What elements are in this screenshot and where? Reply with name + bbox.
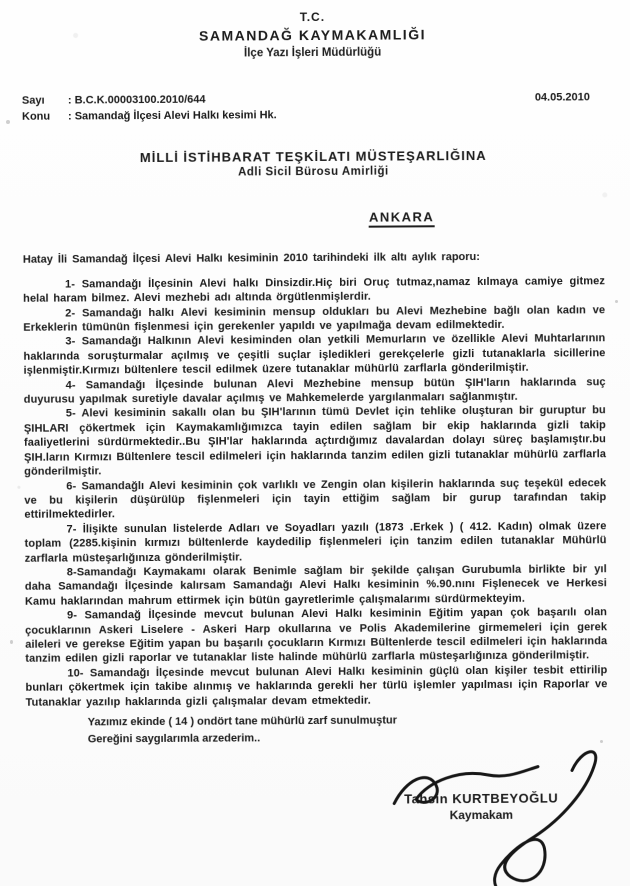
paragraph-3: 3- Samandağı Halkının Alevi kesiminden olan yetkili Memurların ve özellikle Alevi Muhtarlarının haklarında soruşturmalar açılmış ve çeşitli suçlar işledikleri gerekçelerle gizli tutanaklarla sicillerine işlenmiştir.Kırmızı bültenlere tescil edilmek üzere tutanaklar mühürlü zarflarla gönderilmiştir.	[23, 332, 606, 378]
reference-block	[22, 90, 604, 125]
paragraph-9: 9- Samandağ İlçesinde mevcut bulunan Alevi Halkı kesiminin Eğitim yapan çok başarılı olan çocuklarının Askeri Liselere - Askeri Harp okullarına ve Polis Akademilerine girmemeleri için gerek aileleri ve gerekse Eğitim yapan bu başarılı çocukların Kırmızı Bültenlerde tescil edilmeleri için haklarında tanzim edilen gizli raporlar ve tutanaklar liste halinde mühürlü zarflarla müsteşarlığınıza gönderilmiştir.	[25, 606, 608, 666]
document-date: 04.05.2010	[534, 91, 590, 104]
subject-row	[22, 106, 604, 125]
issuing-office: SAMANDAĞ KAYMAKAMLIĞI	[198, 26, 427, 44]
paragraph-7: 7- İlişikte sunulan listelerde Adları ve Soyadları yazılı (1873 .Erkek ) ( 412. Kadın) olmak üzere toplam (2285.kişinin kırmızı bültenlerde kaydedilip fişlenmeleri için tanzim edilen tutanaklar Mühürlü zarflarla müsteşarlığınıza gönderilmiştir.	[24, 519, 607, 565]
paragraph-10: 10- Samandağı İlçesinde mevcut bulunan Alevi Halkı kesiminin güçlü olan kişiler tesbit ettirilip bunları çökertmek için takibe alınmış ve haklarında gerekli her türlü işlemler yapılması için Raporlar ve Tutanaklar yazılıp haklarında gizli çalışmalar devam etmektedir.	[25, 663, 608, 709]
letterhead	[21, 8, 603, 61]
paragraph-5: 5- Alevi kesiminin sakallı olan bu ŞIH'larının tümü Devlet için tehlike oluşturan bir guruptur bu ŞIHLARI çökertmek için Kaymakamlığımızca tayin edilen sağlam bir ekip haklarında gizli takip faaliyetlerini sürdürmektedir..Bu ŞIH'lar haklarında açtırdığımız davalardan dolayı süreç başlamıştır.bu ŞIH.ların Kırmızı Bültenlere tescil edilmeleri için haklarında tanzim edilen gizli tutanaklar mühürlü zarflarla gönderilmiştir.	[23, 404, 607, 478]
enclosure-line: Yazımız ekinde ( 14 ) ondört tane mühürlü zarf sunulmuştur	[87, 714, 397, 729]
paragraph-2: 2- Samandağı halkı Alevi kesiminin mensup oldukları bu Alevi Mezhebine bağlı olan kadın ve Erkeklerin tümünün fişlenmesi için gerekenler yapıldı ve yapılmağa devam edilmektedir.	[23, 303, 606, 334]
paragraph-8: 8-Samandağı Kaymakamı olarak Benimle sağlam bir şekilde çalışan Gurubumla birlikte bir yıl daha Samandağı İlçesinde kalırsam Samandağı Alevi Halkı kesiminin %.90.nını Fişlenecek ve Herkesi Kamu haklarından mahrum ettirmek için bütün gayretlerimle çalışmalarımı sürdürmekteyim.	[24, 563, 607, 608]
addressee-sub: Adli Sicil Bürosu Amirliği	[238, 165, 389, 179]
paragraph-6: 6- Samandağlı Alevi kesiminin çok varlıklı ve Zengin olan kişilerin haklarında suç teşekül edecek ve bu kişilerin düşürülüp fişlenmeleri için tayin ettiğim sağlam bir gurup tarafından takip ettirilmektedirler.	[24, 476, 607, 522]
report-intro-line: Hatay İli Samandağ İlçesi Alevi Halkı kesiminin 2010 tarihindeki ilk altı aylık raporu:	[22, 250, 480, 266]
konu-label: Konu	[21, 110, 51, 123]
addressee-city: ANKARA	[369, 209, 434, 227]
signatory-name: Tahsin KURTBEYOĞLU	[404, 790, 559, 807]
addressee-main: MİLLİ İSTİHBARAT TEŞKİLATI MÜSTEŞARLIĞINA	[139, 147, 487, 165]
addressee-city-row	[23, 207, 605, 230]
respect-line: Gereğini saygılarımla arzederim..	[87, 731, 261, 745]
addressee-block	[22, 146, 604, 183]
signatory-title: Kaymakam	[449, 807, 514, 823]
paragraph-4: 4- Samandağı İlçesinde bulunan Alevi Mezhebine mensup bütün ŞIH'ların haklarında suç duyurusu yapılmak suretiyle davalar açılmış ve Mahkemelerde yargılanmaları sağlanmıştır.	[23, 375, 606, 406]
closing-lines	[26, 711, 608, 748]
sayi-label: Sayı	[21, 94, 45, 107]
issuing-unit: İlçe Yazı İşleri Müdürlüğü	[243, 46, 382, 59]
paragraph-1: 1- Samandağı İlçesinin Alevi halkı Dinsizdir.Hiç biri Oruç tutmaz,namaz kılmaya camiye gitmez helal haram bilmez. Alevi mezhebi adı altında örgütlenmişlerdir.	[23, 275, 606, 305]
signature-block	[356, 758, 607, 880]
sayi-value: : B.C.K.00003100.2010/644	[67, 93, 206, 107]
report-paragraphs	[23, 274, 608, 710]
state-abbreviation: T.C.	[299, 9, 326, 25]
konu-value: : Samandağ İlçesi Alevi Halkı kesimi Hk.	[67, 109, 277, 123]
